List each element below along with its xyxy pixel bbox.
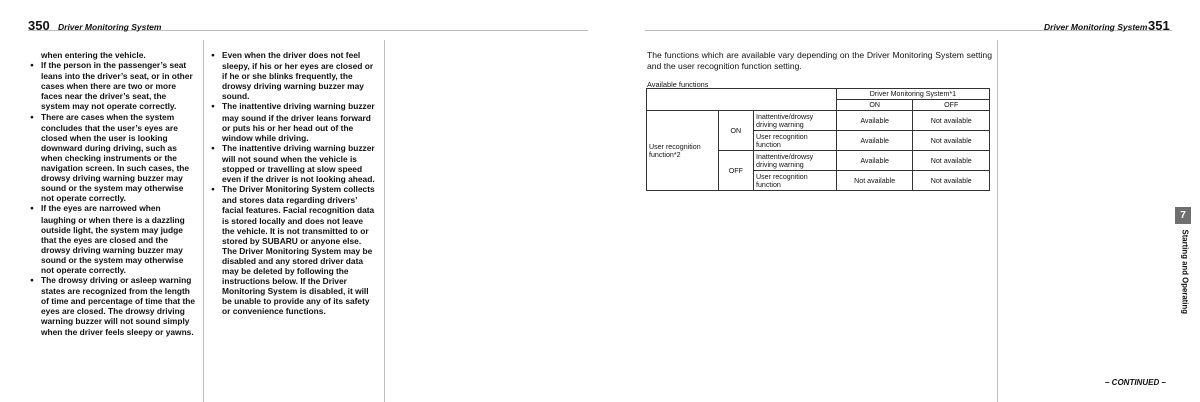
table-corner-cell — [647, 89, 837, 111]
page-right-rule — [997, 40, 998, 402]
intro-paragraph: The functions which are available vary depending on the Driver Monitoring System setting and the user recognition function setting. — [647, 50, 992, 71]
table-cell: Available — [836, 151, 913, 171]
section-tab: 7 — [1175, 207, 1191, 224]
table-caption: Available functions — [647, 80, 709, 89]
col1-bullet: ● There are cases when the system concludes that the user’s eyes are closed when the user is looking downward during driving, such as when checking instruments or the navigation screen. In such cases, the drowsy driving warning buzzer may sound or the system may otherwise not operate correctly. — [30, 112, 196, 204]
user-on-label: ON — [718, 111, 753, 151]
right-page-number: 351 — [1148, 18, 1170, 33]
right-page-title: Driver Monitoring System — [1044, 22, 1148, 32]
function-label: User recognition function — [754, 131, 837, 151]
col1-lead: when entering the vehicle. — [41, 50, 146, 60]
table-cell: Not available — [913, 151, 990, 171]
col2-bullet: ● Even when the driver does not feel sleepy, if his or her eyes are closed or if he or she blinks frequently, the drowsy driving warning buzzer may sound. — [211, 50, 377, 101]
dms-on-header: ON — [836, 100, 913, 111]
table-cell: Not available — [913, 171, 990, 191]
table-cell: Not available — [836, 171, 913, 191]
continued-label: – CONTINUED – — [1105, 378, 1166, 387]
table-cell: Available — [836, 131, 913, 151]
col2-bullet: ● The Driver Monitoring System collects and stores data regarding drivers’ facial features. Facial recognition data is stored locally and does not leave the vehicle. It is not transmitted to or stored by SUBARU or anyone else. The Driver Monitoring System may be disabled and any stored driver data may be deleted by following the instructions below. If the Driver Monitoring System is disabled, it will be unable to provide any of its safety or convenience functions. — [211, 184, 377, 316]
table-cell: Not available — [913, 111, 990, 131]
column-divider — [203, 40, 204, 402]
function-label: Inattentive/drowsy driving warning — [754, 151, 837, 171]
function-label: User recognition function — [754, 171, 837, 191]
left-column-2 — [211, 50, 377, 316]
col2-bullet: ● The inattentive driving warning buzzer may sound if the driver leans forward or puts his or her head out of the window while driving. — [211, 101, 377, 142]
section-label: Starting and Operating — [1180, 229, 1190, 314]
col2-bullet: ● The inattentive driving warning buzzer will not sound when the vehicle is stopped or travelling at slow speed even if the driver is not looking ahead. — [211, 143, 377, 184]
function-label: Inattentive/drowsy driving warning — [754, 111, 837, 131]
col1-bullet: ● If the eyes are narrowed when laughing or when there is a dazzling outside light, the system may judge that the eyes are closed and the drowsy driving warning buzzer may sound or the system may otherwise not operate correctly. — [30, 203, 196, 275]
col1-bullet: ● If the person in the passenger’s seat leans into the driver’s seat, or in other cases when there are two or more faces near the driver’s seat, the system may not operate correctly. — [30, 60, 196, 111]
col1-bullet: ● The drowsy driving or asleep warning states are recognized from the length of time and percentage of time that the eyes are closed. The drowsy driving warning buzzer will not sound simply when the driver feels sleepy or yawns. — [30, 275, 196, 337]
table-row — [647, 111, 990, 131]
column-divider — [384, 40, 385, 402]
user-recognition-row-header: User recognition function*2 — [647, 111, 719, 191]
available-functions-table — [646, 88, 990, 191]
table-row — [647, 89, 990, 100]
left-page-number: 350 — [28, 18, 50, 33]
user-off-label: OFF — [718, 151, 753, 191]
table-cell: Not available — [913, 131, 990, 151]
left-column-1 — [30, 50, 196, 337]
dms-off-header: OFF — [913, 100, 990, 111]
dms-header-cell: Driver Monitoring System*1 — [836, 89, 989, 100]
table-cell: Available — [836, 111, 913, 131]
left-page-title: Driver Monitoring System — [58, 22, 162, 32]
